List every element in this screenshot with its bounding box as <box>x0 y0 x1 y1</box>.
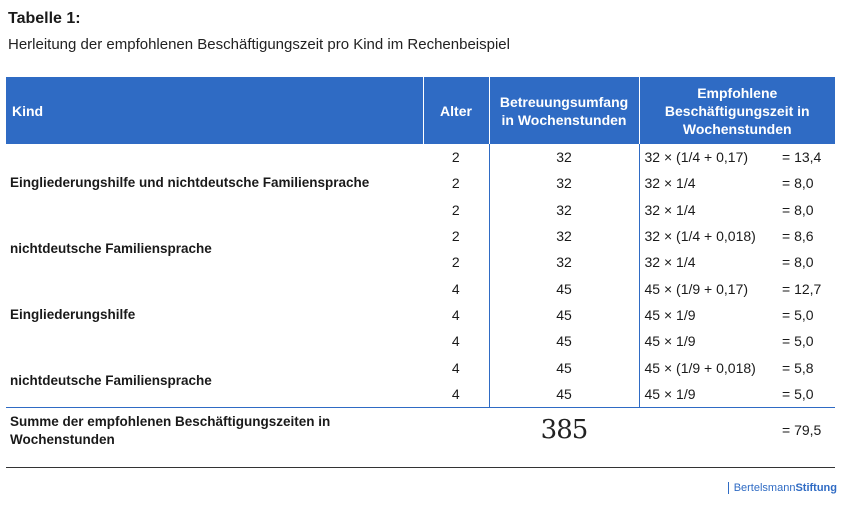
formel-cell: 32 × (1/4 + 0,018) <box>639 223 780 249</box>
formel-cell: 32 × (1/4 + 0,17) <box>639 144 780 170</box>
alter-cell: 2 <box>451 149 460 166</box>
ergebnis-cell: = 8,0 <box>782 254 814 271</box>
header-kind: Kind <box>6 77 423 144</box>
alter-cell: 4 <box>451 385 460 402</box>
formel-cell: 45 × 1/9 <box>639 302 780 328</box>
kind-cell: Eingliederungshilfe und nichtdeutsche Familiensprache <box>10 175 370 191</box>
header-empfohlen: Empfohlene Beschäftigungszeit in Wochenstunden <box>639 77 835 144</box>
formel-cell: 32 × 1/4 <box>639 197 780 223</box>
umfang-cell: 32 <box>489 249 639 275</box>
umfang-cell: 45 <box>489 275 639 301</box>
table-row <box>6 354 835 380</box>
table-row <box>6 144 835 170</box>
umfang-cell: 32 <box>489 170 639 196</box>
umfang-cell: 45 <box>489 302 639 328</box>
kind-cell: nichtdeutsche Familiensprache <box>10 241 212 257</box>
header-betreuung: Betreuungsumfang in Wochenstunden <box>489 77 639 144</box>
bottom-rule <box>6 467 835 468</box>
kind-cell: nichtdeutsche Familiensprache <box>10 372 212 388</box>
alter-cell: 2 <box>451 254 460 271</box>
formel-cell: 45 × 1/9 <box>639 381 780 408</box>
ergebnis-cell: = 5,0 <box>782 385 814 402</box>
ergebnis-cell: = 8,6 <box>782 228 814 245</box>
alter-cell: 4 <box>451 280 460 297</box>
table-row <box>6 223 835 249</box>
formel-cell: 32 × 1/4 <box>639 249 780 275</box>
umfang-cell: 45 <box>489 328 639 354</box>
alter-cell: 2 <box>451 201 460 218</box>
alter-cell: 2 <box>451 228 460 245</box>
data-table <box>6 77 835 452</box>
sum-total: = 79,5 <box>780 407 835 452</box>
ergebnis-cell: = 12,7 <box>782 280 822 297</box>
table-subtitle: Herleitung der empfohlenen Beschäftigungszeit pro Kind im Rechenbeispiel <box>8 36 510 53</box>
ergebnis-cell: = 13,4 <box>782 149 822 166</box>
umfang-cell: 32 <box>489 144 639 170</box>
table-title: Tabelle 1: <box>8 10 81 27</box>
alter-cell: 4 <box>451 333 460 350</box>
umfang-cell: 45 <box>489 381 639 408</box>
kind-cell: Eingliederungshilfe <box>10 306 136 322</box>
ergebnis-cell: = 5,0 <box>782 333 814 350</box>
umfang-cell: 32 <box>489 197 639 223</box>
formel-cell: 45 × (1/9 + 0,17) <box>639 275 780 301</box>
handwritten-note: 385 <box>489 407 639 452</box>
ergebnis-cell: = 8,0 <box>782 175 814 192</box>
alter-cell: 2 <box>451 175 460 192</box>
table-row <box>6 275 835 301</box>
sum-row <box>6 407 835 452</box>
sum-empty-cell <box>423 407 489 452</box>
header-row <box>6 77 835 144</box>
ergebnis-cell: = 5,0 <box>782 306 814 323</box>
formel-cell: 45 × (1/9 + 0,018) <box>639 354 780 380</box>
bertelsmann-stiftung-logo: BertelsmannStiftung <box>728 482 837 494</box>
ergebnis-cell: = 8,0 <box>782 201 814 218</box>
formel-cell: 32 × 1/4 <box>639 170 780 196</box>
ergebnis-cell: = 5,8 <box>782 359 814 376</box>
formel-cell: 45 × 1/9 <box>639 328 780 354</box>
alter-cell: 4 <box>451 359 460 376</box>
header-alter: Alter <box>423 77 489 144</box>
umfang-cell: 32 <box>489 223 639 249</box>
alter-cell: 4 <box>451 306 460 323</box>
sum-empty-cell <box>639 407 780 452</box>
sum-label: Summe der empfohlenen Beschäftigungszeiten in Wochenstunden <box>6 407 423 452</box>
umfang-cell: 45 <box>489 354 639 380</box>
